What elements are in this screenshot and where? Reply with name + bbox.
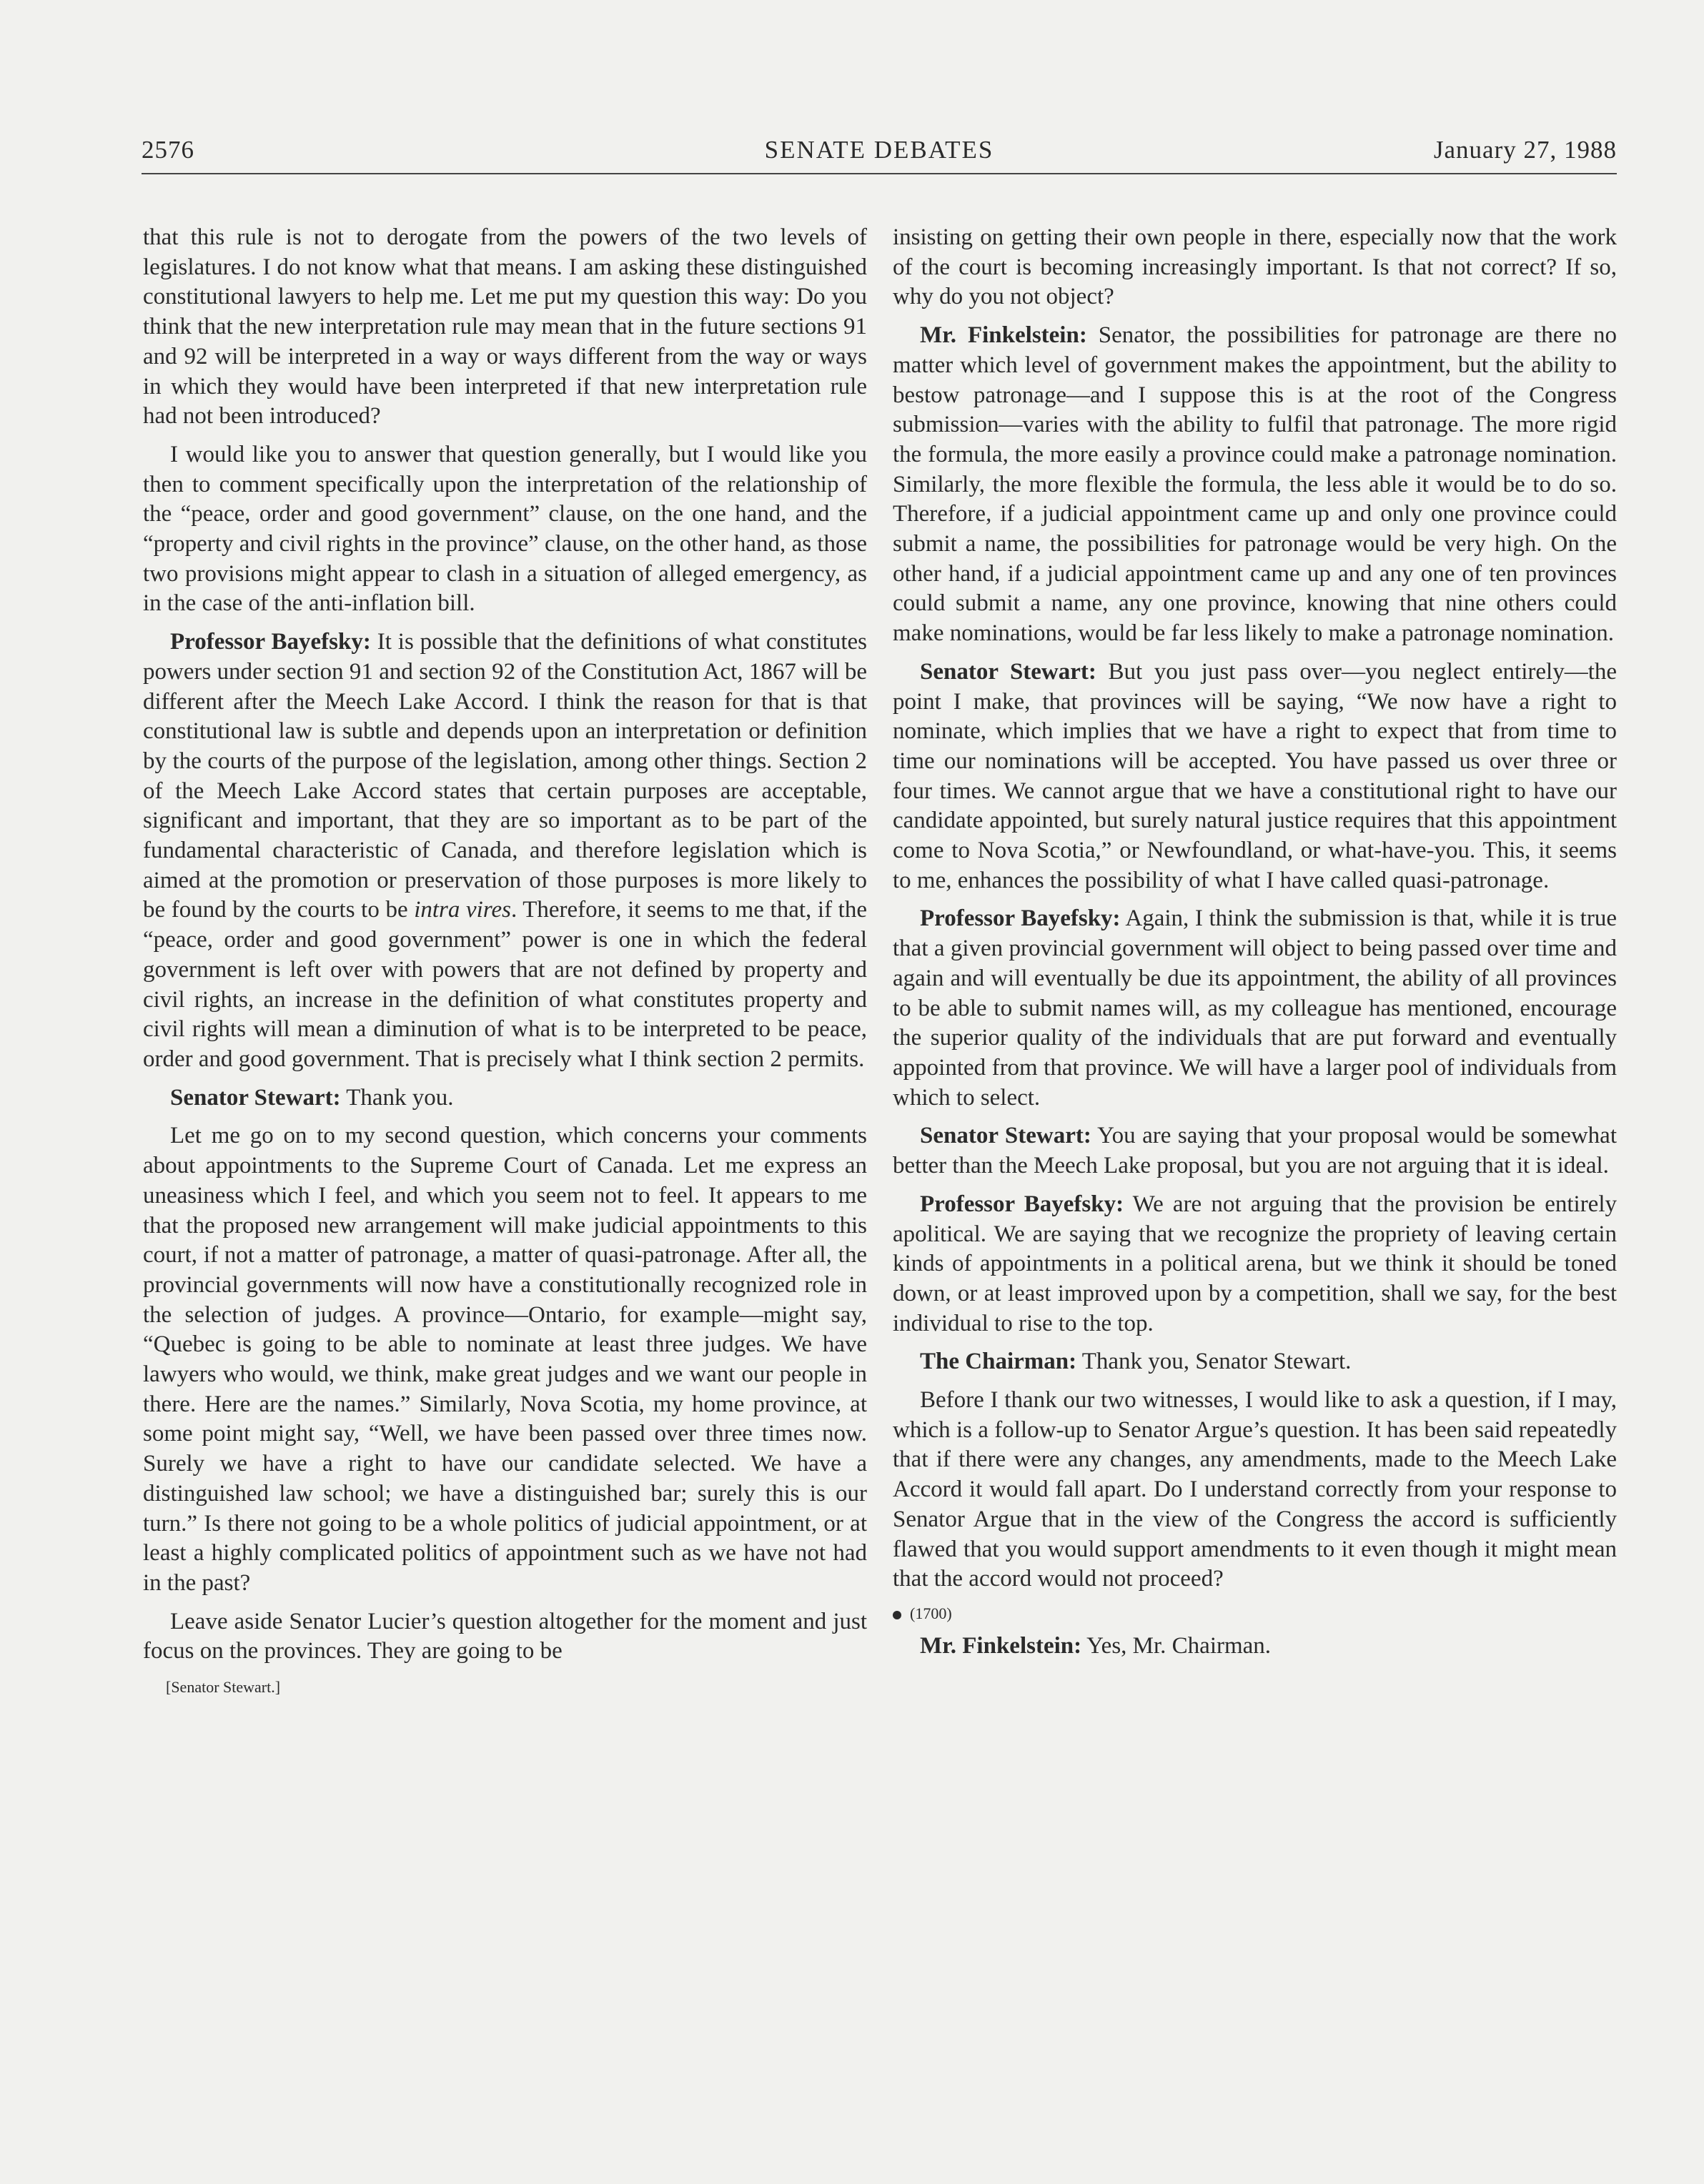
- speaker-name: Mr. Finkelstein:: [920, 1632, 1082, 1659]
- speaker-name: Senator Stewart:: [920, 1123, 1091, 1149]
- speaker-name: Professor Bayefsky:: [920, 905, 1121, 932]
- speaker-attribution: [Senator Stewart.]: [166, 1678, 281, 1697]
- italic-term: intra vires: [414, 897, 511, 923]
- speech-text: Thank you.: [346, 1084, 454, 1111]
- left-column: [143, 223, 867, 1698]
- speaker-name: Professor Bayefsky:: [170, 629, 371, 655]
- speaker-name: Professor Bayefsky:: [920, 1191, 1124, 1217]
- speech-text: It is possible that the definitions of what constitutes powers under section 91 and section 92 of the Constitution Act, 1867 will be different after the Meech Lake Accord. I think the reason for that is that constitutional law is subtle and depends upon an interpretation or definition by the courts of the purpose of the legislation, among other things. Section 2 of the Meech Lake Accord states that certain purposes are acceptable, significant and important, that they are so important as to be part of the fundamental characteristic of Canada, and therefore legislation which is aimed at the promotion or preservation of those purposes is more likely to be found by the courts to be: [143, 629, 867, 923]
- paragraph: Before I thank our two witnesses, I would like to ask a question, if I may, which is a follow-up to Senator Argue’s question. It has been said repeatedly that if there were any changes, any amendments, made to the Meech Lake Accord it would fall apart. Do I understand correctly from your response to Senator Argue that in the view of the Congress the accord is sufficiently flawed that you would support amendments to it even though it might mean that the accord would not proceed?: [893, 1387, 1617, 1592]
- speech-bayefsky: [893, 904, 1617, 1113]
- speaker-name: The Chairman:: [920, 1349, 1077, 1375]
- speech-text: But you just pass over—you neglect entirely—the point I make, that provinces will be saying, “We now have a right to nominate, which implies that we have a right to expect that from time to time our nominations will be accepted. You have passed us over three or four times. We cannot argue that we have a constitutional right to have our candidate appointed, but surely natural justice requires that this appointment come to Nova Scotia,” or Newfoundland, or what-have-you. This, it seems to me, enhances the possibility of what I have called quasi-patronage.: [893, 658, 1618, 893]
- speech-text: Yes, Mr. Chairman.: [1086, 1632, 1272, 1659]
- paragraph: that this rule is not to derogate from the powers of the two levels of legislatures. I do not know what that means. I am asking these distinguished constitutional lawyers to help me. Let me put my question this way: Do you think that the new interpretation rule may mean that in the future sections 91 and 92 will be interpreted in a way or ways different from the way or ways in which they would have been interpreted if that new interpretation rule had not been introduced?: [143, 224, 867, 430]
- speech-chairman: [893, 1347, 1617, 1377]
- speech-text: Thank you, Senator Stewart.: [1081, 1349, 1352, 1375]
- speech-text: We are not arguing that the provision be entirely apolitical. We are saying that we recognize the propriety of leaving certain kinds of appointments in a political arena, but we think it should be toned down, or at least improved upon by a competition, shall we say, for the best individual to rise to the top.: [893, 1191, 1618, 1336]
- speech-bayefsky: [143, 627, 867, 1075]
- publication-title: SENATE DEBATES: [764, 136, 994, 164]
- speech-bayefsky: [893, 1190, 1617, 1339]
- speech-finkelstein: [893, 1632, 1617, 1662]
- time-marker-text: (1700): [910, 1604, 952, 1622]
- right-column: [893, 223, 1617, 1670]
- speech-text: Senator, the possibilities for patronage are there no matter which level of government makes the appointment, but the ability to bestow patronage—and I suppose this is at the root of the Congress submission—varies with the ability to fulfil that patronage. The more rigid the formula, the more easily a province could make a patronage nomination. Similarly, the more flexible the formula, the less able it would be to do so. Therefore, if a judicial appointment came up and only one province could submit a name, the possibilities for patronage would be very high. On the other hand, if a judicial appointment came up and any one of ten provinces could submit a name, any one province, knowing that nine others could make nominations, would be far less likely to make a patronage nomination.: [893, 322, 1618, 647]
- speech-stewart: [893, 1121, 1617, 1181]
- page-header: [142, 136, 1617, 174]
- time-marker: [893, 1603, 1617, 1624]
- paragraph: insisting on getting their own people in there, especially now that the work of the court is becoming increasingly important. Is that not correct? If so, why do you not object?: [893, 224, 1617, 310]
- speaker-name: Senator Stewart:: [170, 1084, 341, 1111]
- speech-text: Again, I think the submission is that, while it is true that a given provincial government will object to being passed over time and again and will eventually be due its appointment, the ability of all provinces to be able to submit names will, as my colleague has mentioned, encourage the superior quality of the individuals that are put forward and eventually appointed from that province. We will have a larger pool of individuals from which to select.: [893, 905, 1617, 1111]
- paragraph: I would like you to answer that question generally, but I would like you then to comment specifically upon the interpretation of the relationship of the “peace, order and good government” clause, on the one hand, and the “property and civil rights in the province” clause, on the other hand, as those two provisions might appear to clash in a situation of alleged emergency, as in the case of the anti-inflation bill.: [143, 441, 867, 617]
- bullet-icon: [893, 1611, 901, 1619]
- speech-text: You are saying that your proposal would be somewhat better than the Meech Lake proposal, but you are not arguing that it is ideal.: [893, 1123, 1617, 1179]
- page-number: 2576: [142, 136, 194, 164]
- speaker-name: Senator Stewart:: [920, 658, 1096, 685]
- publication-date: January 27, 1988: [1433, 136, 1617, 164]
- paragraph: Leave aside Senator Lucier’s question altogether for the moment and just focus on the provinces. They are going to be: [143, 1608, 867, 1664]
- speech-stewart: [143, 1083, 867, 1113]
- paragraph: Let me go on to my second question, which concerns your comments about appointments to the Supreme Court of Canada. Let me express an uneasiness which I feel, and which you seem not to feel. It appears to me that the proposed new arrangement will make judicial appointments to this court, if not a matter of patronage, a matter of quasi-patronage. After all, the provincial governments will now have a constitutionally recognized role in the selection of judges. A province—Ontario, for example—might say, “Quebec is going to be able to nominate at least three judges. We have lawyers who would, we think, make great judges and we want our people in there. Here are the names.” Similarly, Nova Scotia, my home province, at some point might say, “Well, we have been passed over three times now. Surely we have a right to have our candidate selected. We have a distinguished law school; we have a distinguished bar; surely this is our turn.” Is there not going to be a whole politics of judicial appointment, or at least a highly complicated politics of appointment such as we have not had in the past?: [143, 1123, 867, 1596]
- speech-stewart: [893, 657, 1617, 896]
- speech-finkelstein: [893, 321, 1617, 649]
- speech-text: . Therefore, it seems to me that, if the “peace, order and good government” power is one in which the federal government is left over with powers that are not defined by property and civil rights, an increase in the definition of what constitutes property and civil rights will mean a diminution of what is to be interpreted to be peace, order and good government. That is precisely what I think section 2 permits.: [143, 897, 867, 1072]
- speaker-name: Mr. Finkelstein:: [920, 322, 1087, 349]
